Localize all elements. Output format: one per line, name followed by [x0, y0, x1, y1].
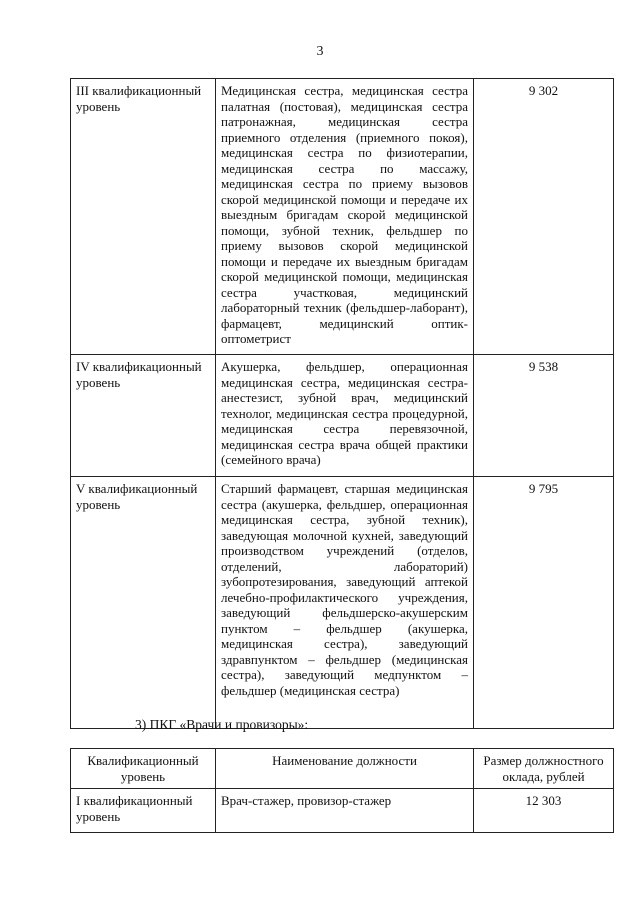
salary-cell: 9 795 — [474, 477, 614, 729]
positions-cell: Медицинская сестра, медицинская сестра палатная (постовая), медицинская сестра патронажная, медицинская сестра приемного отделения (приемного покоя), медицинская сестра по физиотерапии, медицинская сестра по массажу, медицинская сестра по приему вызовов скорой медицинской помощи и передаче их выездным бригадам скорой медицинской помощи, зубной техник, фельдшер по приему вызовов скорой медицинской помощи и передаче их выездным бригадам скорой медицинской помощи, медицинская сестра участковая, медицинский лабораторный техник (фельдшер-лаборант), фармацевт, медицинский оптик-оптометрист — [216, 79, 474, 355]
section-title: 3) ПКГ «Врачи и провизоры»: — [135, 717, 309, 732]
column-header-position: Наименование должности — [216, 749, 474, 789]
table-row — [71, 355, 614, 477]
salary-cell: 9 538 — [474, 355, 614, 477]
positions-cell: Акушерка, фельдшер, операционная медицинская сестра, медицинская сестра-анестезист, зубной врач, медицинский технолог, медицинская сестра процедурной, медицинская сестра перевязочной, медицинская сестра врача общей практики (семейного врача) — [216, 355, 474, 477]
table-header-row — [71, 749, 614, 789]
column-header-salary: Размер должностного оклада, рублей — [474, 749, 614, 789]
salary-table-doctors — [70, 748, 614, 833]
qualification-level-cell: V квалификационный уровень — [71, 477, 216, 729]
qualification-level-cell: I квалификационный уровень — [71, 789, 216, 833]
salary-cell: 12 303 — [474, 789, 614, 833]
page-number: 3 — [316, 44, 324, 59]
qualification-level-cell: III квалификационный уровень — [71, 79, 216, 355]
salary-cell: 9 302 — [474, 79, 614, 355]
table-row — [71, 477, 614, 729]
table-row — [71, 79, 614, 355]
table-row — [71, 789, 614, 833]
column-header-level: Квалификационный уровень — [71, 749, 216, 789]
qualification-level-cell: IV квалификационный уровень — [71, 355, 216, 477]
salary-table-nursing — [70, 78, 614, 729]
positions-cell: Врач-стажер, провизор-стажер — [216, 789, 474, 833]
positions-cell: Старший фармацевт, старшая медицинская сестра (акушерка, фельдшер, операционная медицинская сестра, зубной техник), заведующая молочной кухней, заведующий производством учреждений (отделов, отделений, лабораторий) зубопротезирования, заведующий аптекой лечебно-профилактического учреждения, заведующий фельдшерско-акушерским пунктом – фельдшер (акушерка, медицинская сестра), заведующий здравпунктом – фельдшер (медицинская сестра), заведующий медпунктом – фельдшер (медицинская сестра) — [216, 477, 474, 729]
